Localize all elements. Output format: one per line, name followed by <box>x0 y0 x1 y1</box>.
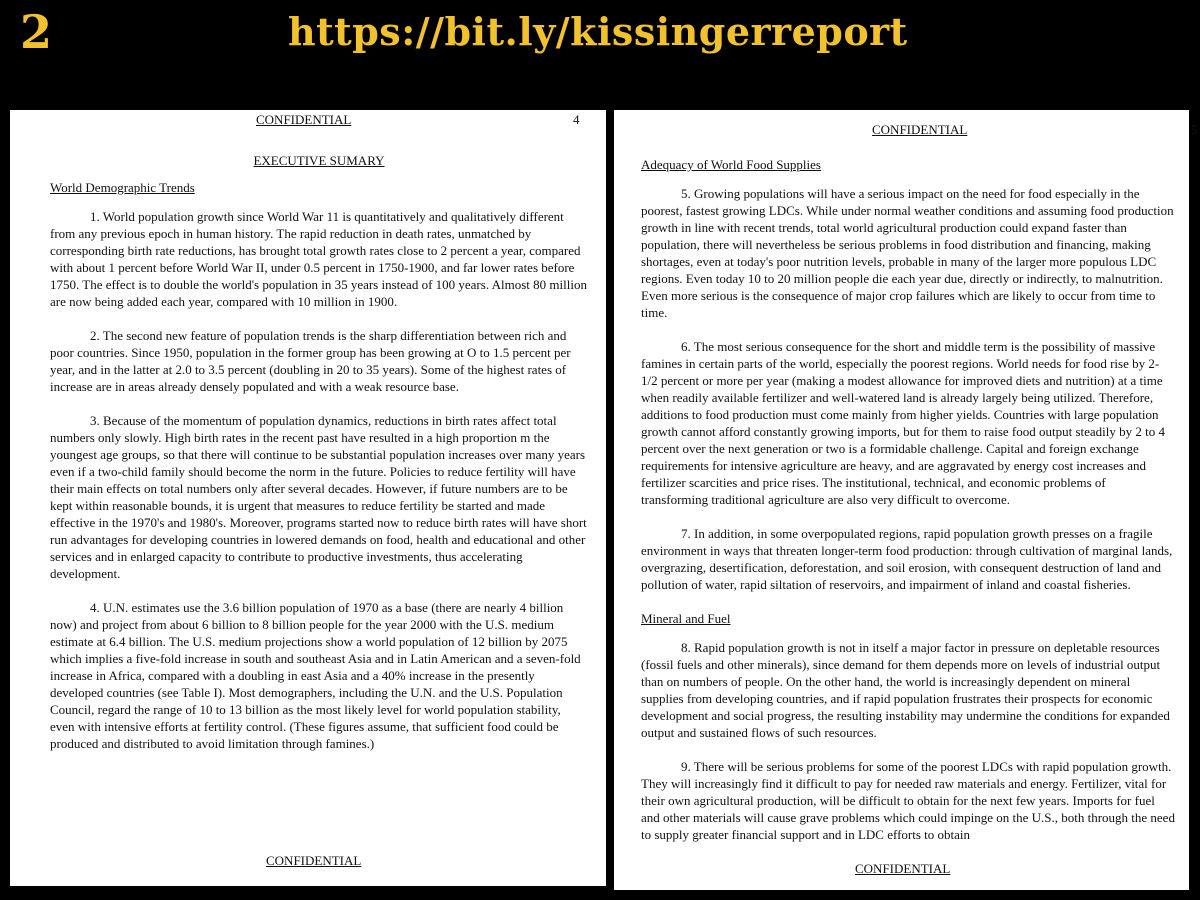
section-heading-mineral: Mineral and Fuel <box>641 611 731 626</box>
executive-summary-title: EXECUTIVE SUMARY <box>253 153 385 168</box>
paragraph-5: 5. Growing populations will have a serious impact on the need for food especially in the poorest, fastest growing LDCs. While under normal weather conditions and assuming food production growth in line with recent trends, total world agricultural production could expand faster than population, there will nevertheless be serious problems in food distribution and financing, making shortages, even at today's poor nutrition levels, probable in many of the larger more populous LDC regions. Even today 10 to 20 million people die each year due, directly or indirectly, to malnutrition. Even more serious is the consequence of major crop failures which are likely to occur from time to time. <box>641 186 1174 320</box>
section-heading-food: Adequacy of World Food Supplies <box>641 157 821 172</box>
page-header <box>50 110 588 140</box>
slide-number: 2 <box>20 5 53 59</box>
confidential-footer: CONFIDENTIAL <box>855 861 951 876</box>
section-heading-demographic: World Demographic Trends <box>50 180 195 195</box>
confidential-footer: CONFIDENTIAL <box>266 853 362 868</box>
paragraph-6: 6. The most serious consequence for the short and middle term is the possibility of massive famines in certain parts of the world, especially the poorest regions. World needs for food rise by 2-1/2 percent or more per year (making a modest allowance for improved diets and nutrition) at a time when readily available fertilizer and well-watered land is already largely being utilized. Therefore, additions to food production must come mainly from higher yields. Countries with large population growth cannot afford constantly growing imports, but for them to raise food output steadily by 2 to 4 percent over the next generation or two is a formidable challenge. Capital and foreign exchange requirements for intensive agriculture are heavy, and are aggravated by energy cost increases and fertilizer scarcities and price rises. The institutional, technical, and economic problems of transforming traditional agriculture are also very difficult to overcome. <box>641 339 1166 507</box>
paragraph-2: 2. The second new feature of population trends is the sharp differentiation between rich and poor countries. Since 1950, population in the former group has been growing at O to 1.5 percent per year, and in the latter at 2.0 to 3.5 percent (doubling in 20 to 35 years). Some of the highest rates of increase are in areas already densely populated and with a weak resource base. <box>50 328 571 394</box>
page-number: 4 <box>573 112 580 127</box>
confidential-header: CONFIDENTIAL <box>872 122 968 137</box>
document-page-4 <box>10 110 606 886</box>
report-link[interactable]: https://bit.ly/kissingerreport <box>288 9 908 54</box>
page-number: 5 <box>1191 122 1198 137</box>
document-page-5 <box>614 110 1198 890</box>
paragraph-3: 3. Because of the momentum of population dynamics, reductions in birth rates affect total numbers only slowly. High birth rates in the recent past have resulted in a high proportion m the youngest age groups, so that there will continue to be substantial population increases over many years even if a two-child family should become the norm in the future. Policies to reduce fertility will have their main effects on total numbers only after several decades. However, if future numbers are to be kept within reasonable bounds, it is urgent that measures to reduce fertility be started and made effective in the 1970's and 1980's. Moreover, programs started now to reduce birth rates will have short run advantages for developing countries in lowered demands on food, health and educational and other services and in enlarged capacity to contribute to productive investments, thus accelerating development. <box>50 413 587 581</box>
paragraph-4: 4. U.N. estimates use the 3.6 billion population of 1970 as a base (there are nearly 4 billion now) and project from about 6 billion to 8 billion people for the year 2000 with the U.S. medium estimate at 6.4 billion. The U.S. medium projections show a world population of 12 billion by 2075 which implies a five-fold increase in south and southeast Asia and in Latin American and a seven-fold increase in Africa, compared with a doubling in east Asia and a 40% increase in the presently developed countries (see Table I). Most demographers, including the U.N. and the U.S. Population Council, regard the range of 10 to 13 billion as the most likely level for world population stability, even with intensive efforts at fertility control. (These figures assume, that sufficient food could be produced and distributed to avoid limitation through famines.) <box>50 600 581 751</box>
paragraph-8: 8. Rapid population growth is not in itself a major factor in pressure on depletable resources (fossil fuels and other minerals), since demand for them depends more on levels of industrial output than on numbers of people. On the other hand, the world is increasingly dependent on mineral supplies from developing countries, and if rapid population frustrates their prospects for economic development and social progress, the resulting instability may undermine the conditions for expanded output and sustained flows of such resources. <box>641 640 1170 740</box>
paragraph-1: 1. World population growth since World War 11 is quantitatively and qualitatively different from any previous epoch in human history. The rapid reduction in death rates, unmatched by corresponding birth rate reductions, has brought total growth rates close to 2 percent a year, compared with about 1 percent before World War II, under 0.5 percent in 1750-1900, and far lower rates before 1750. The effect is to double the world's population in 35 years instead of 100 years. Almost 80 million are now being added each year, compared with 10 million in 1900. <box>50 209 587 309</box>
paragraph-7: 7. In addition, in some overpopulated regions, rapid population growth presses on a fragile environment in ways that threaten longer-term food production: through cultivation of marginal lands, overgrazing, desertification, deforestation, and soil erosion, with consequent destruction of land and pollution of water, rapid siltation of reservoirs, and impairment of inland and coastal fisheries. <box>641 526 1173 592</box>
confidential-header: CONFIDENTIAL <box>256 112 352 127</box>
page-header <box>641 110 1198 156</box>
paragraph-9: 9. There will be serious problems for some of the poorest LDCs with rapid population growth. They will increasingly find it difficult to pay for needed raw materials and energy. Fertilizer, vital for their own agricultural production, will be difficult to obtain for the next few years. Imports for fuel and other materials will cause grave problems which could impinge on the U.S., both through the need to supply greater financial support and in LDC efforts to obtain <box>641 759 1175 842</box>
